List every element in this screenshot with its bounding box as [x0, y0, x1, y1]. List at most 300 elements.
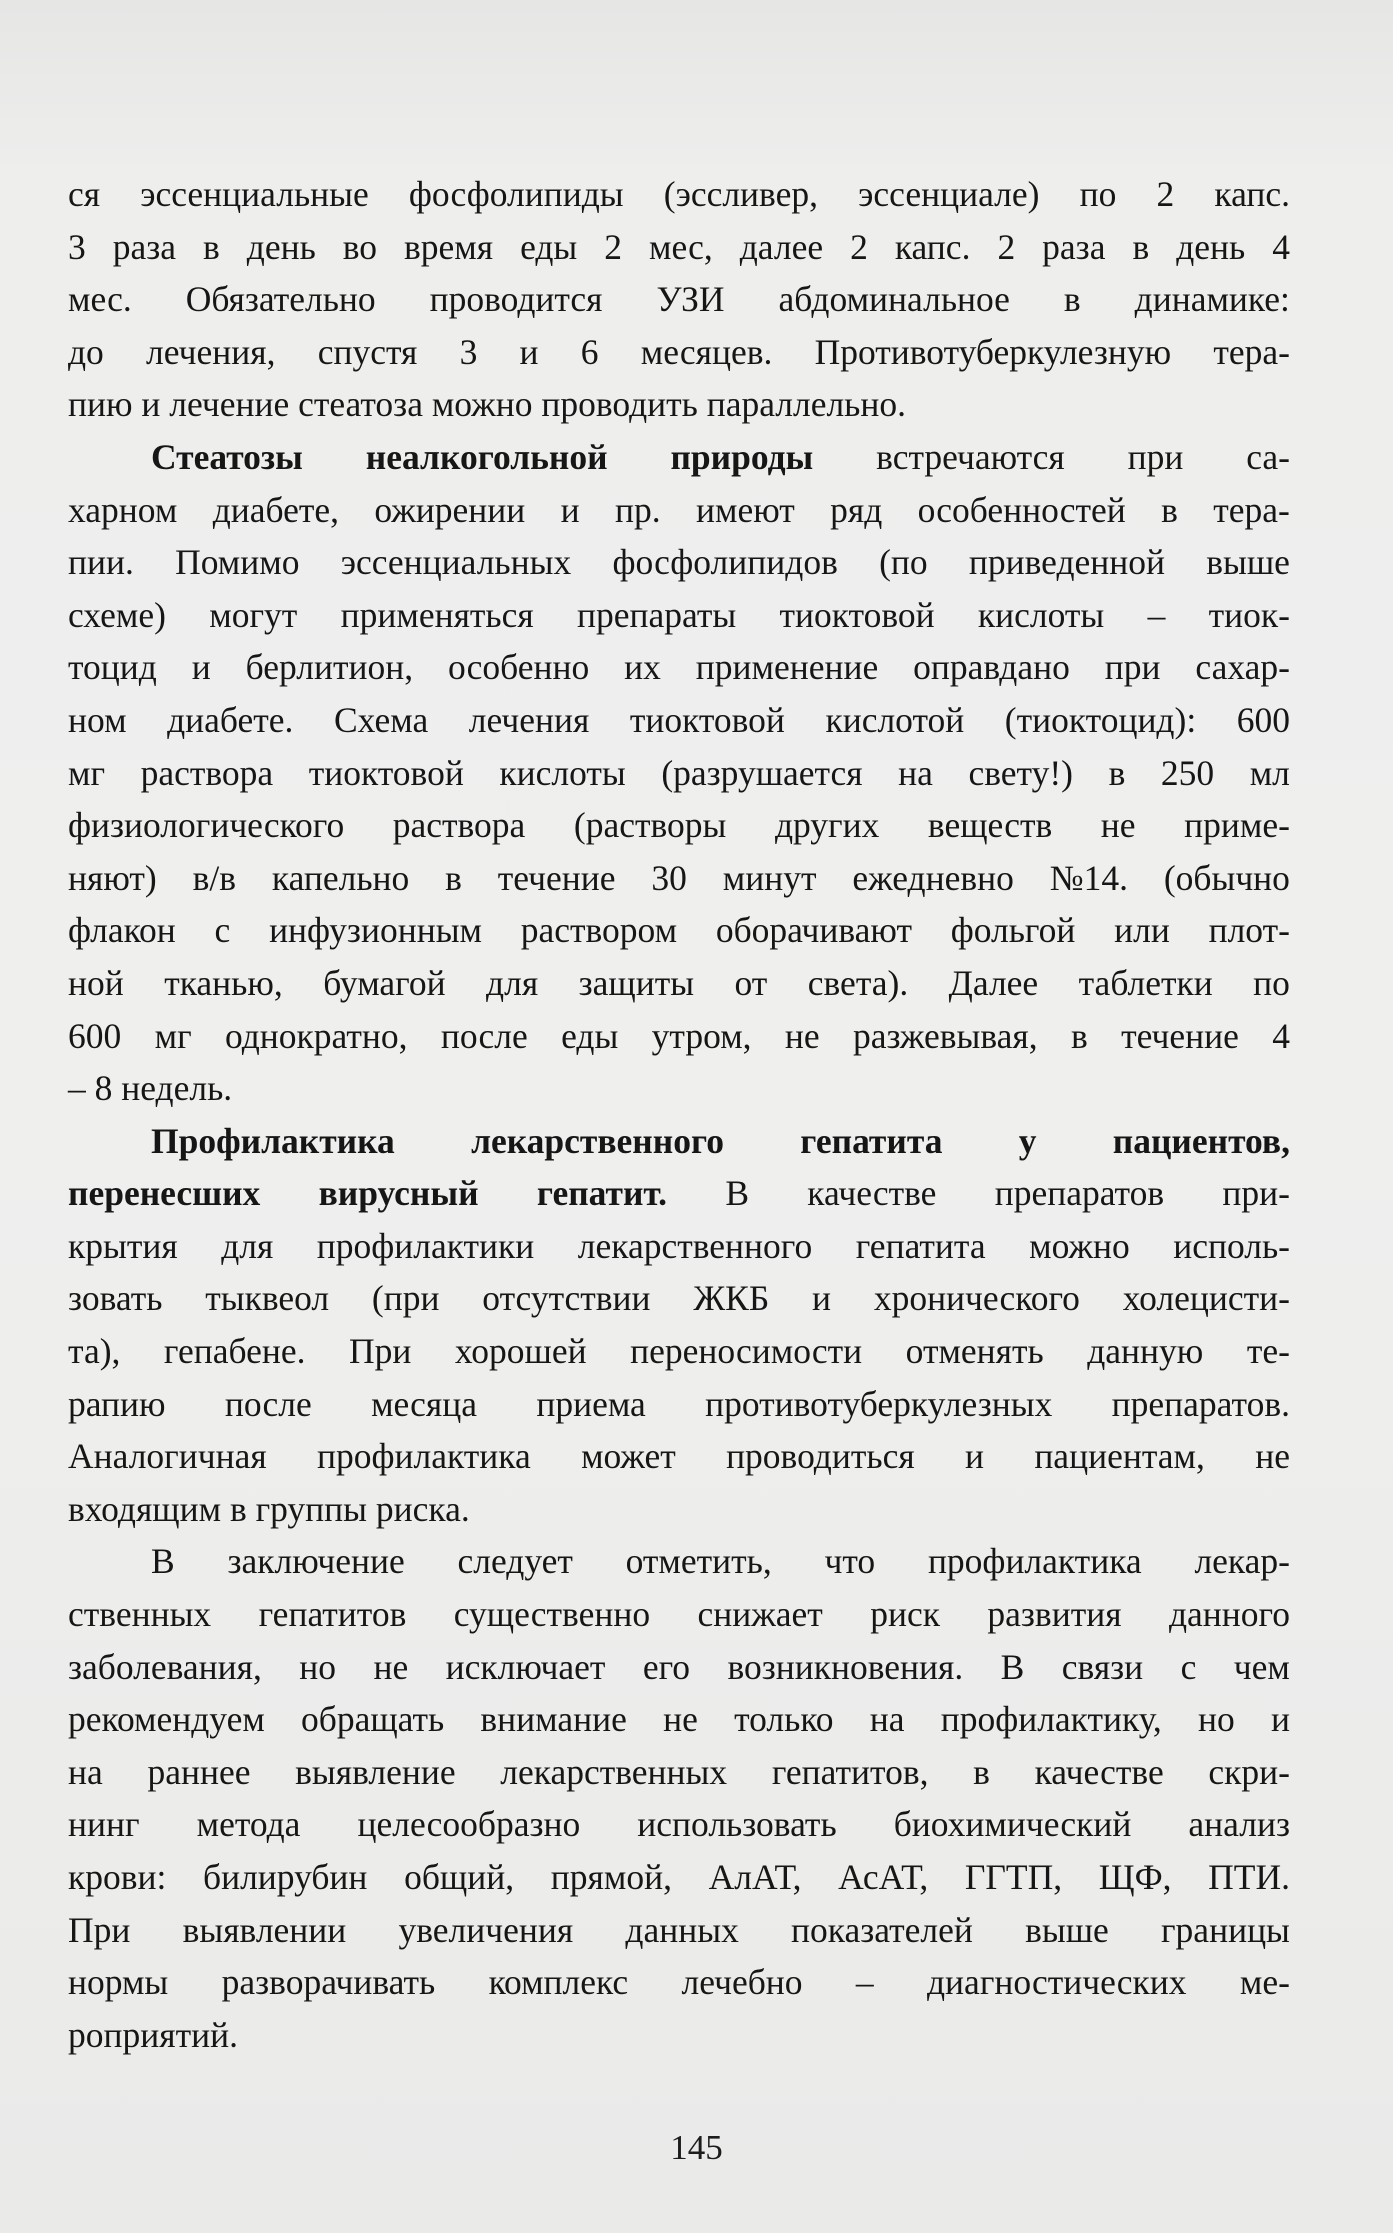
word: препаратов. [1111, 1383, 1290, 1424]
word: При [68, 1909, 131, 1950]
word: тиоктовой [779, 594, 935, 635]
text-line [68, 1641, 1290, 1694]
text-line [68, 1483, 1290, 1536]
word: и [812, 1278, 832, 1319]
word: течение [1121, 1015, 1239, 1056]
word: УЗИ [656, 279, 725, 320]
word: данную [1087, 1331, 1204, 1372]
word: ственных [68, 1594, 212, 1635]
word: хорошей [454, 1331, 587, 1372]
word: те- [1246, 1331, 1290, 1372]
text-line [68, 484, 1290, 537]
word: диагностических [927, 1962, 1187, 2003]
word: веществ [927, 805, 1053, 846]
word: тиок- [1208, 594, 1290, 635]
word: разжевывая, [853, 1015, 1038, 1056]
word: няют) [68, 857, 157, 898]
text-line [68, 378, 1290, 431]
word: связи [1061, 1646, 1144, 1687]
word: по [1079, 174, 1117, 214]
word: – [1147, 594, 1166, 635]
text-line [68, 589, 1290, 642]
word: са- [1246, 436, 1290, 477]
word: физиологического [68, 805, 345, 846]
text-line [68, 1588, 1290, 1641]
word: что [824, 1541, 876, 1582]
word: 600 [68, 1015, 122, 1056]
word: капс. [1214, 174, 1290, 214]
word: лекарственного [577, 1225, 813, 1266]
word: ной [68, 962, 124, 1003]
text-line [68, 1378, 1290, 1431]
text-line [68, 1535, 1290, 1588]
word: показателей [791, 1909, 973, 1950]
word: АлАТ, [708, 1857, 802, 1897]
word: кислоты [499, 752, 626, 793]
word: проводится [429, 279, 603, 320]
word: применение [695, 647, 879, 688]
word: мес. [68, 279, 132, 320]
word: В [1000, 1646, 1025, 1687]
word: неалкогольной [365, 436, 608, 477]
word: Профилактика [151, 1120, 395, 1161]
word: прямой, [550, 1857, 672, 1897]
word: время [404, 226, 494, 267]
word: по [1253, 962, 1290, 1003]
word: мг [68, 752, 106, 793]
word: приема [536, 1383, 646, 1424]
word: после [224, 1383, 312, 1424]
word: приведенной [968, 542, 1166, 583]
word: приме- [1184, 805, 1290, 846]
word: спустя [317, 331, 418, 372]
word: та), [68, 1331, 121, 1372]
text-line [68, 694, 1290, 747]
word: гепабене. [163, 1331, 306, 1372]
word: ся [68, 174, 101, 214]
word: общий, [404, 1857, 515, 1897]
word: мл [1249, 752, 1290, 793]
word: пациентов, [1112, 1120, 1290, 1161]
word: но [299, 1646, 337, 1687]
word: целесообразно [357, 1804, 581, 1845]
word: свету!) [968, 752, 1073, 793]
word: противотуберкулезных [705, 1383, 1053, 1424]
word-group: роприятий. [68, 2014, 238, 2055]
word-group: входящим в группы риска. [68, 1488, 470, 1529]
word: ожирении [374, 489, 526, 530]
word: природы [670, 436, 814, 477]
word: харном [68, 489, 178, 530]
word: – [855, 1962, 874, 2003]
word: могут [209, 594, 298, 635]
word: эссенциальных [340, 542, 572, 583]
word: таблетки [1078, 962, 1213, 1003]
word: день [246, 226, 316, 267]
word-group: – 8 недель. [68, 1068, 233, 1109]
word: можно [1029, 1225, 1130, 1266]
word: При [349, 1331, 412, 1372]
word: инфузионным [269, 910, 483, 951]
text-line [68, 1010, 1290, 1063]
word: отметить, [625, 1541, 772, 1582]
word: не [1255, 1436, 1290, 1477]
word: Противотуберкулезную [814, 331, 1172, 372]
word: в [1161, 489, 1178, 530]
word: холецисти- [1122, 1278, 1290, 1319]
word: раза [112, 226, 177, 267]
word: не [663, 1699, 698, 1740]
text-line [68, 1956, 1290, 2009]
word: скри- [1208, 1751, 1290, 1792]
word: Обязательно [185, 279, 376, 320]
word: день [1176, 226, 1246, 267]
word: лекар- [1194, 1541, 1290, 1582]
word: ЖКБ [693, 1278, 770, 1319]
word: вирусный [318, 1173, 479, 1214]
word: гепатитов, [771, 1751, 929, 1792]
text-line [68, 1115, 1290, 1168]
word: абдоминальное [778, 279, 1010, 320]
text-line [68, 1325, 1290, 1378]
word: с [214, 910, 231, 951]
word: месяца [371, 1383, 478, 1424]
word: крови: [68, 1857, 167, 1897]
word: 30 [651, 857, 687, 898]
word: развития [987, 1594, 1122, 1635]
word: плот- [1208, 910, 1290, 951]
word: препараты [577, 594, 737, 635]
word: билирубин [203, 1857, 368, 1897]
word: тыквеол [205, 1278, 330, 1319]
word: (обычно [1163, 857, 1290, 898]
word: сахар- [1195, 647, 1290, 688]
word: имеют [695, 489, 795, 530]
word: эссенциале) [858, 174, 1040, 214]
word: В [725, 1173, 750, 1214]
word: следует [457, 1541, 573, 1582]
word: 4 [1272, 1015, 1290, 1056]
word: бумагой [323, 962, 446, 1003]
word: 2 [1156, 174, 1175, 214]
word: профилактику, [940, 1699, 1162, 1740]
text-line [68, 1746, 1290, 1799]
word: крытия [68, 1225, 178, 1266]
word: 3 [459, 331, 478, 372]
word: других [774, 805, 880, 846]
word: тиоктовой [308, 752, 464, 793]
word: (тиоктоцид): [1004, 699, 1197, 740]
word: нинг [68, 1804, 140, 1845]
word: но [1197, 1699, 1235, 1740]
word: В [151, 1541, 175, 1582]
word: защиты [578, 962, 695, 1003]
word: при- [1222, 1173, 1290, 1214]
word: зовать [68, 1278, 163, 1319]
text-line [68, 431, 1290, 484]
word: исполь- [1173, 1225, 1290, 1266]
word: Схема [333, 699, 429, 740]
word: внимание [480, 1699, 627, 1740]
word: Аналогичная [68, 1436, 267, 1477]
word: диабете, [212, 489, 340, 530]
word: ежедневно [852, 857, 1014, 898]
text-line [68, 1693, 1290, 1746]
word: света). [807, 962, 909, 1003]
word: в [973, 1751, 990, 1792]
word: 2 [997, 226, 1016, 267]
word: или [1114, 910, 1170, 951]
word: ГГТП, [964, 1857, 1063, 1897]
text-line [68, 1904, 1290, 1957]
text-line [68, 1430, 1290, 1483]
word: профилактики [316, 1225, 535, 1266]
text-line [68, 1167, 1290, 1220]
word: их [624, 647, 661, 688]
word: однократно, [225, 1015, 408, 1056]
word: гепатита [855, 1225, 986, 1266]
word: анализ [1188, 1804, 1290, 1845]
word: и [191, 647, 211, 688]
text-line [68, 1220, 1290, 1273]
word: профилактика [317, 1436, 531, 1477]
word: и [964, 1436, 984, 1477]
word: в [1063, 279, 1081, 320]
word: данных [625, 1909, 739, 1950]
word: (по [879, 542, 928, 583]
word: качестве [807, 1173, 937, 1214]
text-line [68, 957, 1290, 1010]
word: кислотой [825, 699, 965, 740]
word: Стеатозы [151, 436, 303, 477]
word: может [581, 1436, 676, 1477]
word: гепатита [800, 1120, 943, 1161]
word: раствором [520, 910, 678, 951]
text-line [68, 1798, 1290, 1851]
word: перенесших [68, 1173, 261, 1214]
word: гепатитов [258, 1594, 407, 1635]
word: минут [722, 857, 817, 898]
word: схеме) [68, 594, 166, 635]
word: далее [739, 226, 824, 267]
word: особенно [448, 647, 590, 688]
word: на [869, 1699, 905, 1740]
word: на [68, 1751, 103, 1792]
word: фосфолипиды [408, 174, 624, 214]
word: 6 [580, 331, 599, 372]
word: (при [371, 1278, 440, 1319]
word: особенностей [917, 489, 1126, 530]
word: в [1108, 752, 1126, 793]
word: отменять [905, 1331, 1044, 1372]
text-line [68, 536, 1290, 589]
word: не [1100, 805, 1136, 846]
word: биохимический [893, 1804, 1132, 1845]
word: от [734, 962, 768, 1003]
word: в [445, 857, 462, 898]
word: гепатит. [536, 1173, 668, 1214]
word: раствора [392, 805, 526, 846]
word: еды [520, 226, 578, 267]
word: флакон [68, 910, 176, 951]
text-line [68, 2009, 1290, 2062]
word: мес, [649, 226, 713, 267]
word: рекомендуем [68, 1699, 265, 1740]
word: лечебно [681, 1962, 803, 2003]
word: пр. [615, 489, 661, 530]
word: возникновения. [727, 1646, 964, 1687]
word: кислоты [977, 594, 1105, 635]
word: тера- [1213, 489, 1290, 530]
word: берлитион, [245, 647, 414, 688]
word: раннее [147, 1751, 251, 1792]
word: тоцид [68, 647, 157, 688]
word: заключение [227, 1541, 405, 1582]
word: в/в [192, 857, 236, 898]
word: ме- [1239, 1962, 1290, 2003]
word: в [1132, 226, 1150, 267]
word: для [486, 962, 539, 1003]
word: раза [1042, 226, 1106, 267]
word: данного [1168, 1594, 1290, 1635]
word: 2 [850, 226, 868, 267]
word: (эссливер, [663, 174, 818, 214]
word: 250 [1160, 752, 1215, 793]
word: увеличения [398, 1909, 574, 1950]
word: до [68, 331, 104, 372]
word: нормы [68, 1962, 169, 2003]
word: качестве [1034, 1751, 1164, 1792]
word: применяться [340, 594, 534, 635]
word: выше [1206, 542, 1290, 583]
word: с [1180, 1646, 1197, 1687]
word: и [560, 489, 580, 530]
word: разворачивать [221, 1962, 436, 2003]
word: Помимо [175, 542, 300, 583]
word: 600 [1236, 699, 1290, 740]
text-line [68, 168, 1290, 221]
word: обращать [301, 1699, 445, 1740]
word: лекарственных [500, 1751, 728, 1792]
word: фольгой [950, 910, 1076, 951]
word: тера- [1213, 331, 1290, 372]
word: раствора [140, 752, 274, 793]
word: ном [68, 699, 127, 740]
word: хронического [873, 1278, 1080, 1319]
word: мг [154, 1015, 192, 1056]
word: границы [1161, 1909, 1290, 1950]
word: АсАТ, [838, 1857, 929, 1897]
word: пии. [68, 542, 134, 583]
word: существенно [453, 1594, 651, 1635]
word: исключает [445, 1646, 606, 1687]
text-line [68, 747, 1290, 800]
word: №14. [1049, 857, 1128, 898]
word: в [1070, 1015, 1088, 1056]
word: рапию [68, 1383, 166, 1424]
text-line [68, 1272, 1290, 1325]
word: тиоктовой [629, 699, 785, 740]
body-text [68, 168, 1290, 2061]
word: препаратов [994, 1173, 1165, 1214]
word: ЩФ, [1098, 1857, 1172, 1897]
word: переносимости [630, 1331, 863, 1372]
word: 4 [1272, 226, 1290, 267]
text-line [68, 641, 1290, 694]
word: не [784, 1015, 820, 1056]
word: и [1270, 1699, 1290, 1740]
word: фосфолипидов [612, 542, 838, 583]
word: его [642, 1646, 691, 1687]
text-line [68, 273, 1290, 326]
word: при [1104, 647, 1161, 688]
word: выявлении [182, 1909, 347, 1950]
text-line [68, 326, 1290, 379]
word: встречаются [876, 436, 1065, 477]
word: лекарственного [471, 1120, 724, 1161]
word: риск [870, 1594, 940, 1635]
word: 3 [68, 226, 86, 267]
word: ПТИ. [1208, 1857, 1290, 1897]
word: оборачивают [715, 910, 912, 951]
text-line [68, 852, 1290, 905]
word: не [373, 1646, 409, 1687]
word: утром, [651, 1015, 752, 1056]
word: для [221, 1225, 274, 1266]
word-group: пию и лечение стеатоза можно проводить параллельно. [68, 384, 906, 425]
word: метода [196, 1804, 301, 1845]
word: (растворы [573, 805, 727, 846]
word: ряд [830, 489, 883, 530]
word: у [1018, 1120, 1037, 1161]
word: пациентам, [1034, 1436, 1205, 1477]
word: капельно [271, 857, 410, 898]
word: на [898, 752, 933, 793]
word: еды [561, 1015, 619, 1056]
word: во [342, 226, 378, 267]
text-line [68, 1062, 1290, 1115]
word: в [203, 226, 220, 267]
word: выше [1025, 1909, 1109, 1950]
text-line [68, 799, 1290, 852]
word: течение [497, 857, 616, 898]
word: (разрушается [661, 752, 863, 793]
word: месяцев. [640, 331, 773, 372]
word: диабете. [167, 699, 294, 740]
word: чем [1233, 1646, 1290, 1687]
word: лечения [468, 699, 590, 740]
word: оправдано [913, 647, 1070, 688]
word: Далее [948, 962, 1039, 1003]
word: после [440, 1015, 528, 1056]
word: только [734, 1699, 834, 1740]
word: использовать [637, 1804, 837, 1845]
word: 2 [604, 226, 623, 267]
word: капс. [894, 226, 971, 267]
word: отсутствии [482, 1278, 651, 1319]
word: профилактика [927, 1541, 1142, 1582]
word: тканью, [164, 962, 283, 1003]
word: динамике: [1134, 279, 1290, 320]
text-line [68, 1851, 1290, 1904]
word: комплекс [488, 1962, 629, 2003]
text-line [68, 221, 1290, 274]
word: при [1127, 436, 1184, 477]
word: проводиться [726, 1436, 915, 1477]
word: лечения, [146, 331, 276, 372]
word: снижает [697, 1594, 823, 1635]
word: и [519, 331, 539, 372]
